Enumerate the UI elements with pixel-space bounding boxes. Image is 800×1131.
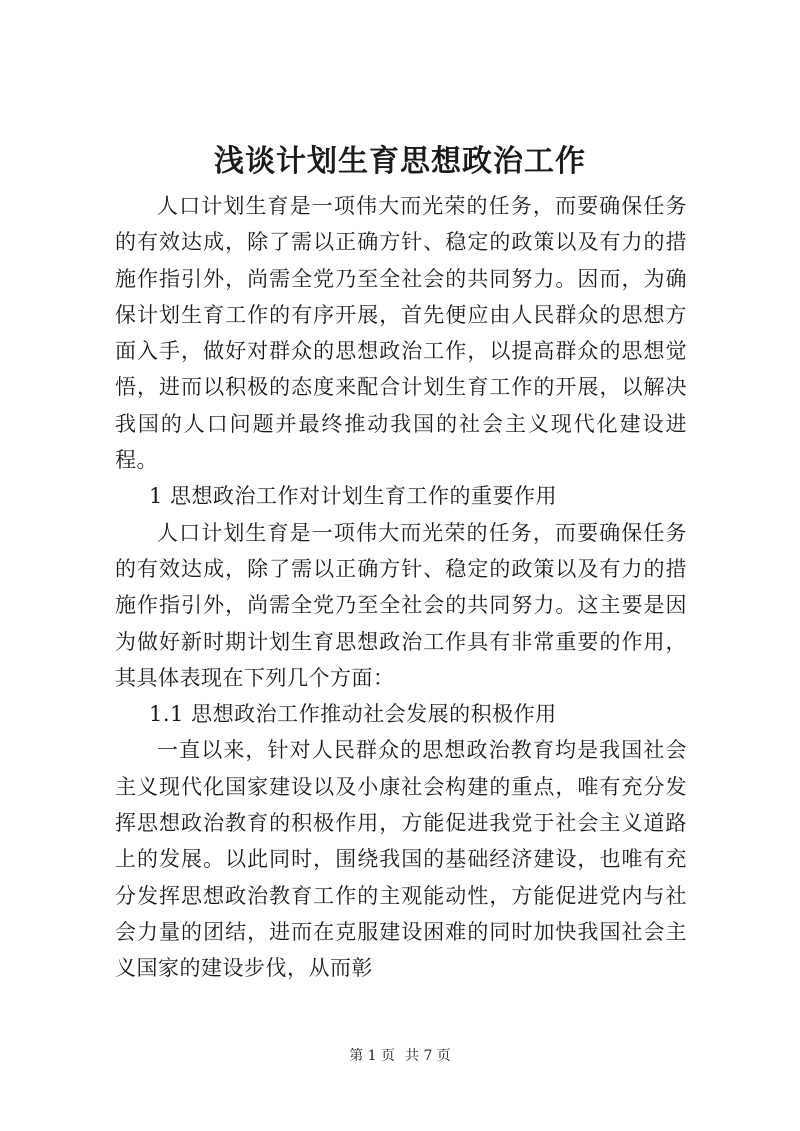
- section-heading-1-1: 1.1 思想政治工作推动社会发展的积极作用: [149, 702, 557, 727]
- paragraph-section-1-1: 一直以来，针对人民群众的思想政治教育均是我国社会主义现代化国家建设以及小康社会构建的重点，唯有充分发挥思想政治教育的积极作用，方能促进我党于社会主义道路上的发展。以此同时，围绕我国的基础经济建设，也唯有充分发挥思想政治教育工作的主观能动性，方能促进党内与社会力量的团结，进而在克服建设困难的同时加快我国社会主义国家的建设步伐，从而彰: [115, 738, 687, 981]
- paragraph-intro: 人口计划生育是一项伟大而光荣的任务，而要确保任务的有效达成，除了需以正确方针、稳定的政策以及有力的措施作指引外，尚需全党乃至全社会的共同努力。因而，为确保计划生育工作的有序开展，首先便应由人民群众的思想方面入手，做好对群众的思想政治工作，以提高群众的思想觉悟，进而以积极的态度来配合计划生育工作的开展，以解决我国的人口问题并最终推动我国的社会主义现代化建设进程。: [115, 194, 687, 473]
- section-heading-1: 1 思想政治工作对计划生育工作的重要作用: [149, 484, 558, 509]
- page-number-current: 第 1 页: [349, 1048, 395, 1064]
- page-footer: [0, 1046, 800, 1066]
- document-title: 浅谈计划生育思想政治工作: [214, 144, 586, 179]
- paragraph-section-1: 人口计划生育是一项伟大而光荣的任务，而要确保任务的有效达成，除了需以正确方针、稳定的政策以及有力的措施作指引外，尚需全党乃至全社会的共同努力。这主要是因为做好新时期计划生育思想政治工作具有非常重要的作用，其具体表现在下列几个方面：: [115, 520, 687, 690]
- document-body: [115, 188, 687, 987]
- page-number-total: 共 7 页: [405, 1048, 451, 1064]
